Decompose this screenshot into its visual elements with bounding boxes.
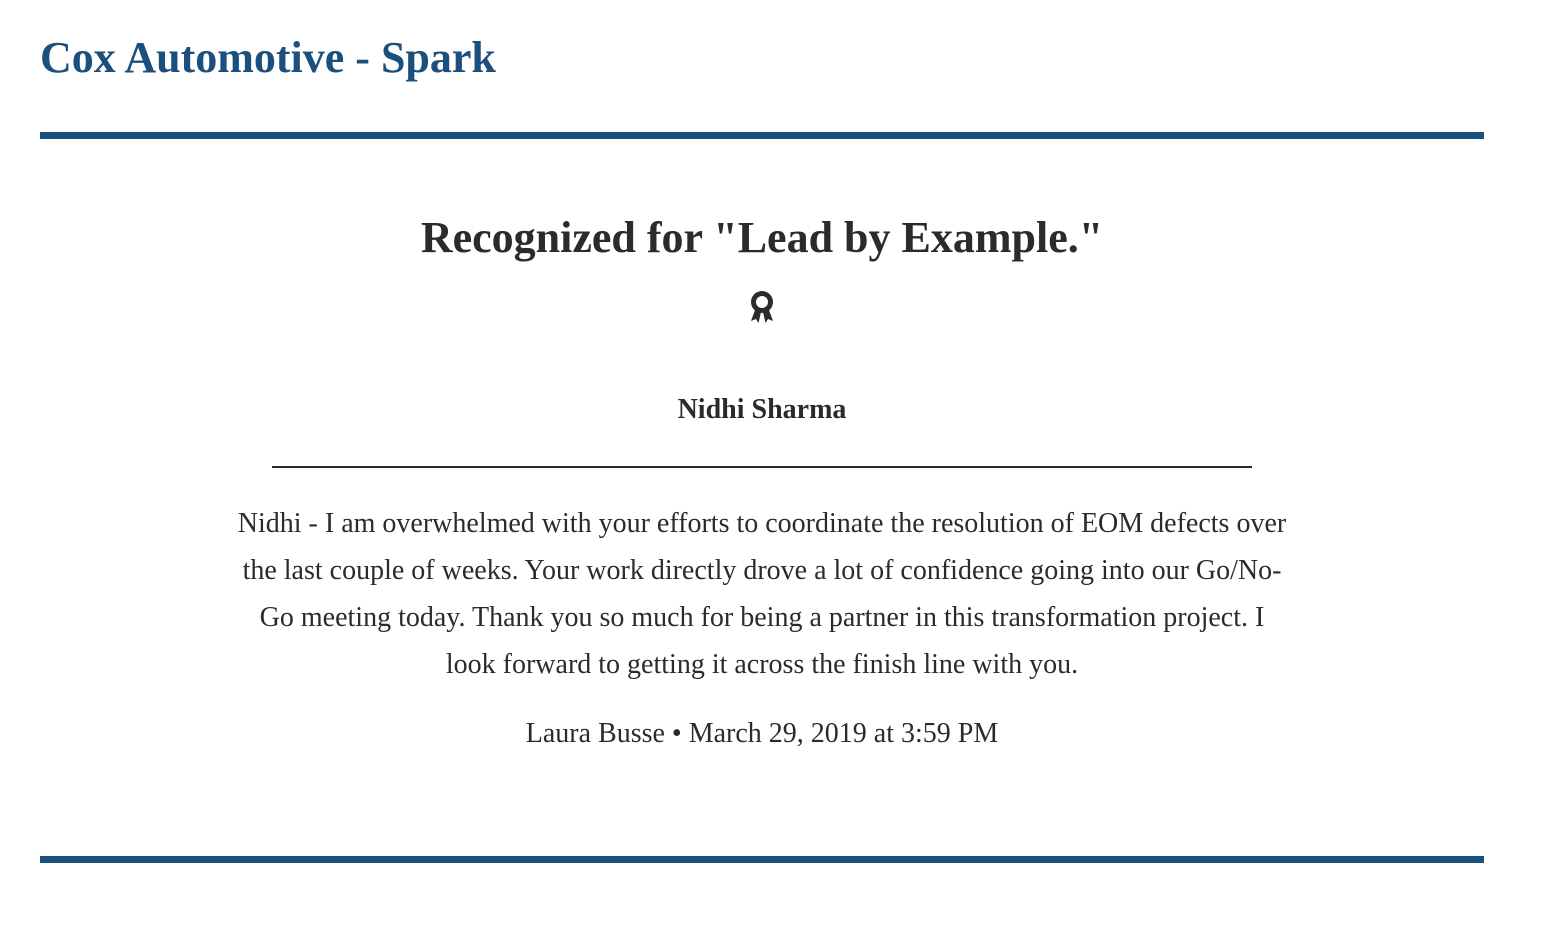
header-divider xyxy=(40,132,1484,139)
recipient-name: Nidhi Sharma xyxy=(677,394,847,425)
recognition-headline: Recognized for "Lead by Example." xyxy=(420,213,1104,262)
recognition-card xyxy=(0,200,1524,752)
recognition-message: Nidhi - I am overwhelmed with your efforts to coordinate the resolution of EOM defects over the last couple of weeks. Your work directly drove a lot of confidence going into our Go/No-Go meeting today. Thank you so much for being a partner in this transformation project. I look forward to getting it across the finish line with you. xyxy=(237,508,1287,680)
byline xyxy=(0,716,1524,752)
brand-title: Cox Automotive - Spark xyxy=(40,33,496,82)
byline-separator: • xyxy=(671,718,682,749)
award-ribbon-icon xyxy=(748,290,776,324)
footer-divider xyxy=(40,856,1484,863)
author-name: Laura Busse xyxy=(525,718,665,749)
recipient-divider xyxy=(272,466,1252,468)
post-date: March 29, 2019 at 3:59 PM xyxy=(688,718,999,749)
